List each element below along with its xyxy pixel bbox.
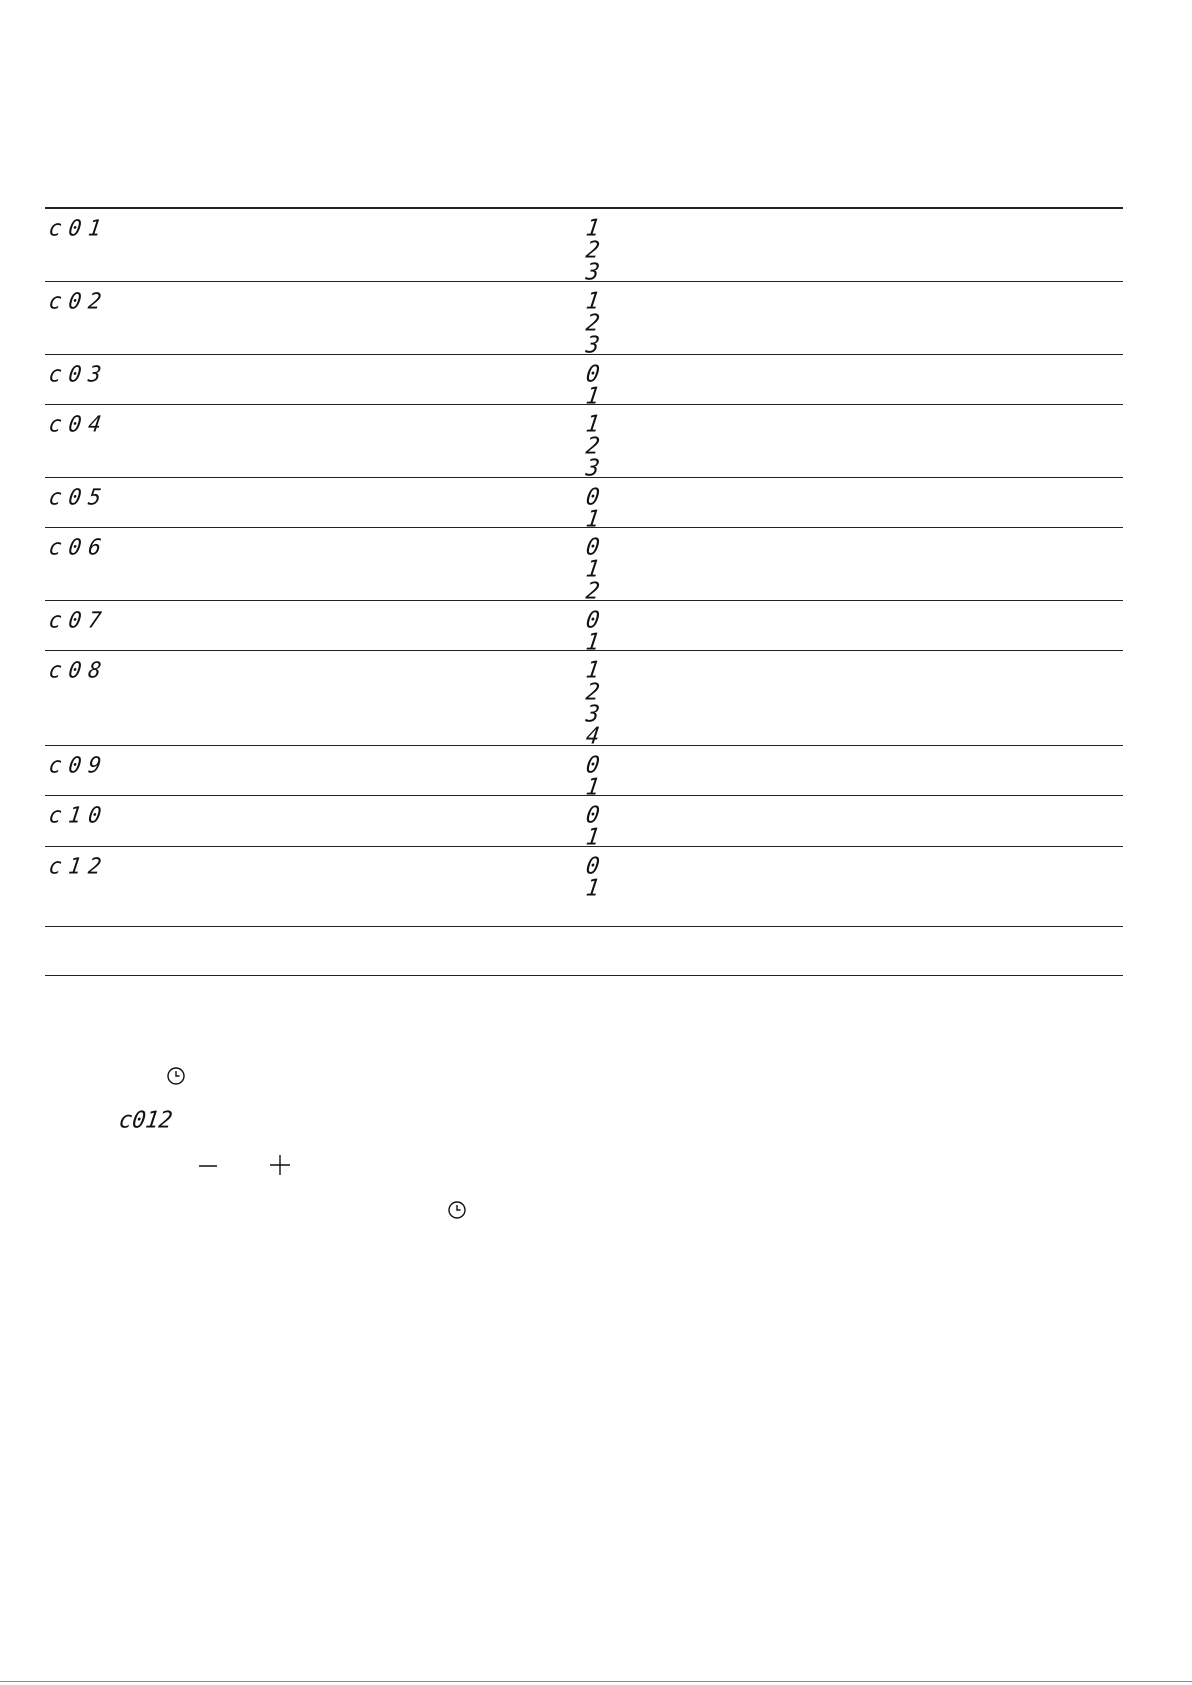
settings-table	[45, 208, 1123, 902]
setting-value: 1	[584, 629, 602, 656]
setting-code: c02	[47, 288, 110, 314]
table-row	[45, 527, 1123, 605]
setting-code-cell	[45, 853, 586, 897]
setting-values-cell	[584, 215, 602, 286]
setting-value: 2	[584, 433, 602, 460]
footer-rule	[45, 975, 1123, 976]
setting-value: 0	[584, 752, 602, 779]
setting-code: c03	[47, 361, 110, 387]
setting-value: 0	[584, 534, 602, 561]
setting-value: 2	[584, 679, 602, 706]
setting-code-cell	[45, 657, 586, 745]
setting-code: c05	[47, 484, 110, 510]
table-row	[45, 281, 1123, 359]
clock-icon	[166, 1066, 186, 1086]
setting-code: c07	[47, 607, 110, 633]
setting-code-cell	[45, 288, 586, 354]
table-bottom-rule	[45, 926, 1123, 927]
setting-code: c08	[47, 657, 110, 683]
setting-values-cell	[584, 411, 602, 482]
setting-value: 1	[584, 506, 602, 533]
setting-value: 0	[584, 361, 602, 388]
plus-icon	[268, 1153, 292, 1177]
table-row	[45, 354, 1123, 410]
setting-value: 1	[584, 383, 602, 410]
setting-value: 1	[584, 774, 602, 801]
setting-value: 1	[584, 411, 602, 438]
setting-value: 0	[584, 607, 602, 634]
setting-code-cell	[45, 215, 586, 281]
range-display: c012	[117, 1107, 174, 1134]
setting-code-cell	[45, 607, 586, 650]
setting-code: c04	[47, 411, 110, 437]
setting-value: 0	[584, 853, 602, 880]
setting-value: 1	[584, 875, 602, 902]
table-row	[45, 745, 1123, 801]
setting-value: 1	[584, 556, 602, 583]
table-row	[45, 846, 1123, 902]
setting-code-cell	[45, 361, 586, 404]
setting-value: 0	[584, 802, 602, 829]
setting-code: c01	[47, 215, 110, 241]
setting-values-cell	[584, 361, 602, 410]
setting-code: c09	[47, 752, 110, 778]
setting-values-cell	[584, 657, 602, 750]
setting-values-cell	[584, 802, 602, 851]
setting-value: 1	[584, 288, 602, 315]
setting-values-cell	[584, 288, 602, 359]
setting-value: 2	[584, 237, 602, 264]
setting-value: 1	[584, 215, 602, 242]
minus-icon	[197, 1155, 219, 1177]
setting-value: 2	[584, 578, 602, 605]
setting-code-cell	[45, 802, 586, 846]
setting-code: c12	[47, 853, 110, 879]
table-row	[45, 477, 1123, 533]
setting-value: 0	[584, 484, 602, 511]
setting-code: c10	[47, 802, 110, 828]
setting-values-cell	[584, 534, 602, 605]
clock-icon	[447, 1200, 467, 1220]
table-row	[45, 795, 1123, 851]
table-row	[45, 650, 1123, 750]
page-edge-rule	[0, 1681, 1192, 1682]
setting-code-cell	[45, 752, 586, 795]
setting-values-cell	[584, 752, 602, 801]
setting-values-cell	[584, 607, 602, 656]
setting-value: 3	[584, 701, 602, 728]
setting-code-cell	[45, 411, 586, 477]
setting-value: 1	[584, 657, 602, 684]
table-row	[45, 208, 1123, 286]
setting-value: 3	[584, 455, 602, 482]
setting-code: c06	[47, 534, 110, 560]
setting-value: 1	[584, 824, 602, 851]
table-row	[45, 404, 1123, 482]
setting-values-cell	[584, 484, 602, 533]
setting-value: 3	[584, 259, 602, 286]
setting-value: 3	[584, 332, 602, 359]
setting-value: 2	[584, 310, 602, 337]
table-row	[45, 600, 1123, 656]
setting-code-cell	[45, 484, 586, 527]
setting-value: 4	[584, 723, 602, 750]
setting-values-cell	[584, 853, 602, 902]
setting-code-cell	[45, 534, 586, 600]
